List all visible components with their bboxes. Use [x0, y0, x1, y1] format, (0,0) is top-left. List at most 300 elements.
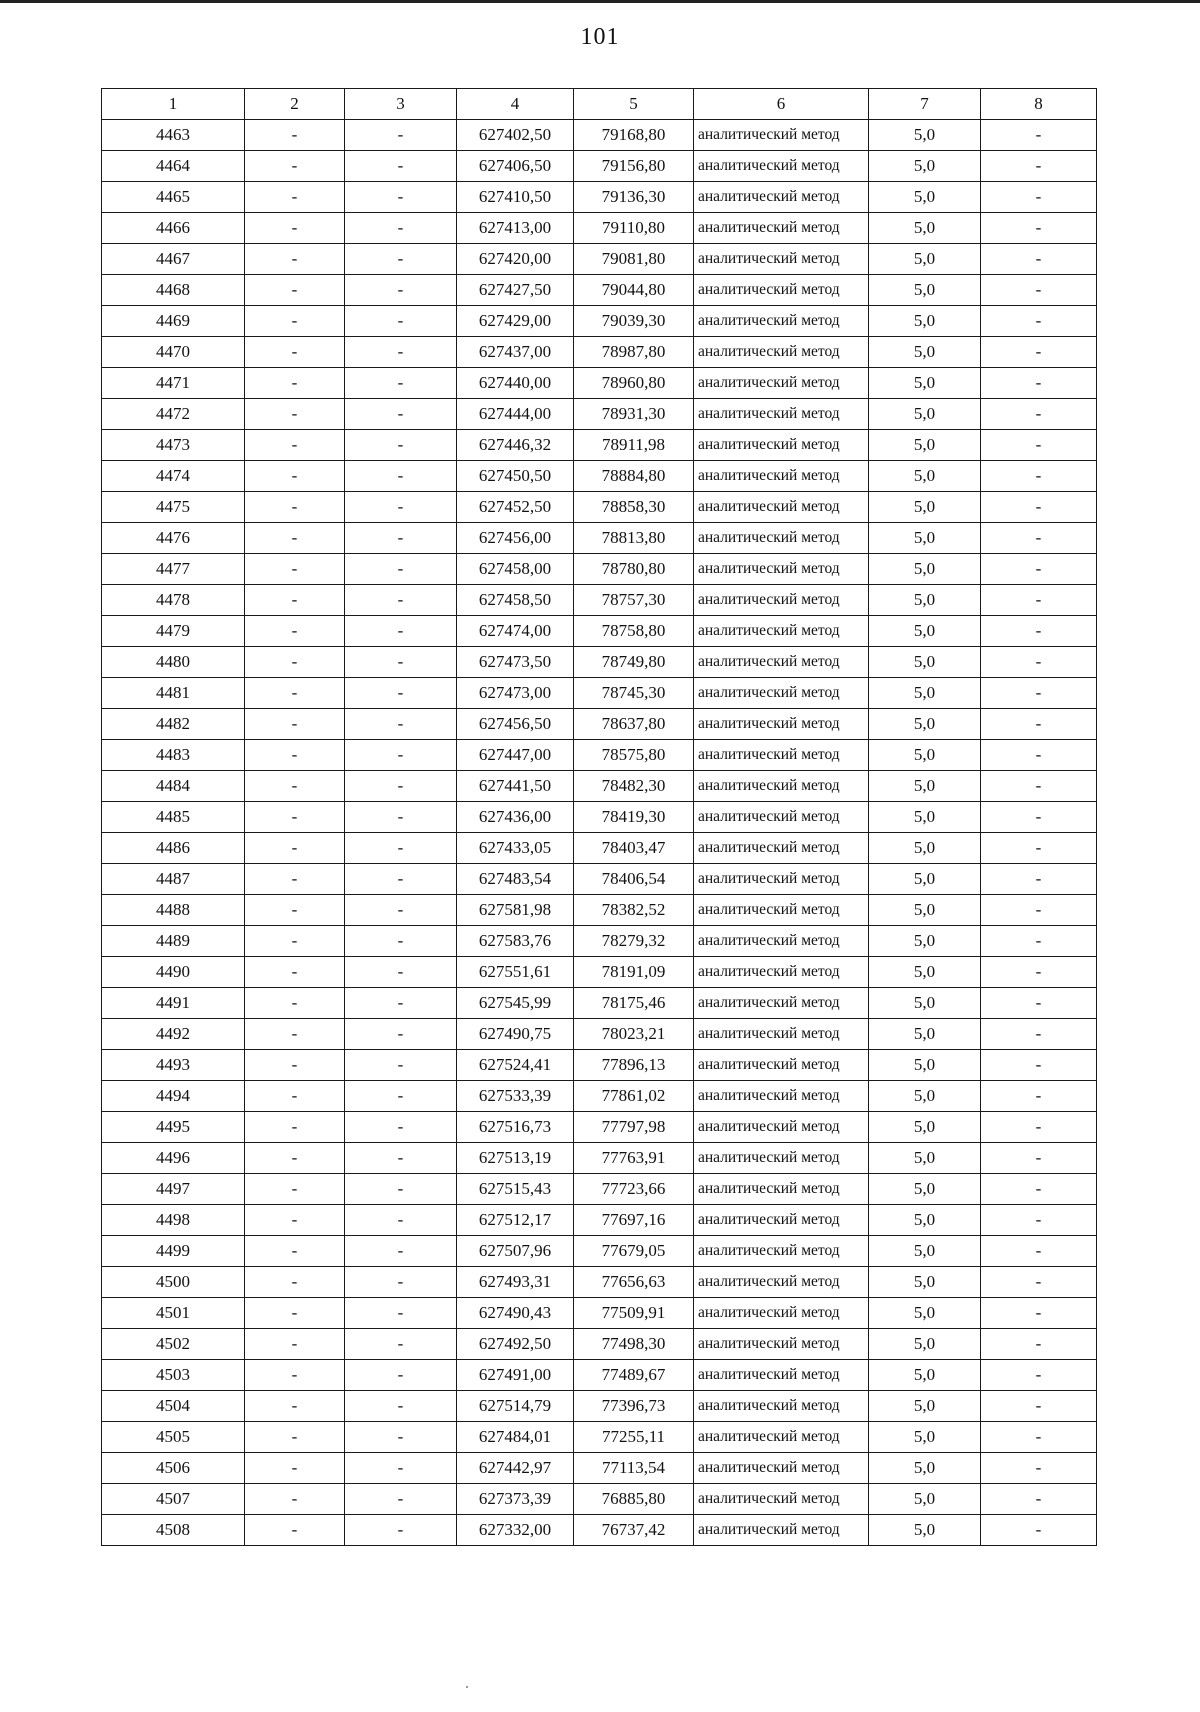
accuracy-cell: 5,0	[869, 554, 981, 585]
accuracy-cell: 5,0	[869, 802, 981, 833]
accuracy-cell: 5,0	[869, 1329, 981, 1360]
column-2-cell: -	[245, 864, 345, 895]
table-row	[102, 957, 1097, 988]
column-3-cell: -	[345, 1050, 457, 1081]
point-number-cell: 4471	[102, 368, 245, 399]
column-3-cell: -	[345, 1267, 457, 1298]
table-row	[102, 647, 1097, 678]
column-3-cell: -	[345, 1298, 457, 1329]
column-8-cell: -	[981, 771, 1097, 802]
column-2-cell: -	[245, 771, 345, 802]
table-row	[102, 275, 1097, 306]
column-3-cell: -	[345, 926, 457, 957]
column-2-cell: -	[245, 275, 345, 306]
y-coordinate-cell: 78884,80	[574, 461, 694, 492]
y-coordinate-cell: 78023,21	[574, 1019, 694, 1050]
point-number-cell: 4484	[102, 771, 245, 802]
column-8-cell: -	[981, 802, 1097, 833]
column-3-cell: -	[345, 368, 457, 399]
y-coordinate-cell: 78175,46	[574, 988, 694, 1019]
column-3-cell: -	[345, 585, 457, 616]
column-8-cell: -	[981, 523, 1097, 554]
column-3-cell: -	[345, 709, 457, 740]
accuracy-cell: 5,0	[869, 399, 981, 430]
x-coordinate-cell: 627493,31	[457, 1267, 574, 1298]
column-8-cell: -	[981, 151, 1097, 182]
column-2-cell: -	[245, 895, 345, 926]
x-coordinate-cell: 627516,73	[457, 1112, 574, 1143]
column-3-cell: -	[345, 399, 457, 430]
column-8-cell: -	[981, 430, 1097, 461]
y-coordinate-cell: 78757,30	[574, 585, 694, 616]
point-number-cell: 4466	[102, 213, 245, 244]
accuracy-cell: 5,0	[869, 926, 981, 957]
x-coordinate-cell: 627514,79	[457, 1391, 574, 1422]
column-3-cell: -	[345, 182, 457, 213]
method-cell: аналитический метод	[694, 833, 869, 864]
point-number-cell: 4500	[102, 1267, 245, 1298]
column-8-cell: -	[981, 833, 1097, 864]
column-3-cell: -	[345, 120, 457, 151]
accuracy-cell: 5,0	[869, 1205, 981, 1236]
y-coordinate-cell: 77723,66	[574, 1174, 694, 1205]
column-header-4: 4	[457, 89, 574, 120]
x-coordinate-cell: 627441,50	[457, 771, 574, 802]
method-cell: аналитический метод	[694, 151, 869, 182]
x-coordinate-cell: 627474,00	[457, 616, 574, 647]
accuracy-cell: 5,0	[869, 957, 981, 988]
table-row	[102, 1515, 1097, 1546]
table-row	[102, 616, 1097, 647]
column-header-5: 5	[574, 89, 694, 120]
x-coordinate-cell: 627458,00	[457, 554, 574, 585]
column-8-cell: -	[981, 182, 1097, 213]
y-coordinate-cell: 77861,02	[574, 1081, 694, 1112]
method-cell: аналитический метод	[694, 678, 869, 709]
column-3-cell: -	[345, 647, 457, 678]
table-row	[102, 554, 1097, 585]
accuracy-cell: 5,0	[869, 244, 981, 275]
column-3-cell: -	[345, 1391, 457, 1422]
y-coordinate-cell: 77679,05	[574, 1236, 694, 1267]
x-coordinate-cell: 627450,50	[457, 461, 574, 492]
column-8-cell: -	[981, 306, 1097, 337]
method-cell: аналитический метод	[694, 1143, 869, 1174]
column-2-cell: -	[245, 926, 345, 957]
method-cell: аналитический метод	[694, 802, 869, 833]
point-number-cell: 4501	[102, 1298, 245, 1329]
accuracy-cell: 5,0	[869, 1174, 981, 1205]
column-2-cell: -	[245, 709, 345, 740]
column-2-cell: -	[245, 802, 345, 833]
column-2-cell: -	[245, 1484, 345, 1515]
table-row	[102, 895, 1097, 926]
point-number-cell: 4480	[102, 647, 245, 678]
method-cell: аналитический метод	[694, 771, 869, 802]
x-coordinate-cell: 627473,00	[457, 678, 574, 709]
table-row	[102, 213, 1097, 244]
point-number-cell: 4498	[102, 1205, 245, 1236]
y-coordinate-cell: 78931,30	[574, 399, 694, 430]
column-2-cell: -	[245, 554, 345, 585]
y-coordinate-cell: 77896,13	[574, 1050, 694, 1081]
accuracy-cell: 5,0	[869, 1298, 981, 1329]
column-2-cell: -	[245, 306, 345, 337]
column-8-cell: -	[981, 988, 1097, 1019]
table-row	[102, 926, 1097, 957]
method-cell: аналитический метод	[694, 306, 869, 337]
column-8-cell: -	[981, 1298, 1097, 1329]
column-3-cell: -	[345, 802, 457, 833]
method-cell: аналитический метод	[694, 213, 869, 244]
method-cell: аналитический метод	[694, 988, 869, 1019]
column-3-cell: -	[345, 957, 457, 988]
x-coordinate-cell: 627406,50	[457, 151, 574, 182]
column-2-cell: -	[245, 399, 345, 430]
accuracy-cell: 5,0	[869, 1484, 981, 1515]
point-number-cell: 4477	[102, 554, 245, 585]
column-8-cell: -	[981, 647, 1097, 678]
y-coordinate-cell: 79156,80	[574, 151, 694, 182]
x-coordinate-cell: 627452,50	[457, 492, 574, 523]
point-number-cell: 4499	[102, 1236, 245, 1267]
accuracy-cell: 5,0	[869, 368, 981, 399]
table-row	[102, 833, 1097, 864]
table-row	[102, 709, 1097, 740]
accuracy-cell: 5,0	[869, 864, 981, 895]
y-coordinate-cell: 76737,42	[574, 1515, 694, 1546]
column-2-cell: -	[245, 1422, 345, 1453]
table-row	[102, 368, 1097, 399]
column-3-cell: -	[345, 1484, 457, 1515]
column-2-cell: -	[245, 151, 345, 182]
y-coordinate-cell: 79081,80	[574, 244, 694, 275]
column-8-cell: -	[981, 1329, 1097, 1360]
table-row	[102, 1422, 1097, 1453]
column-8-cell: -	[981, 1360, 1097, 1391]
point-number-cell: 4467	[102, 244, 245, 275]
table-row	[102, 1298, 1097, 1329]
column-8-cell: -	[981, 554, 1097, 585]
x-coordinate-cell: 627483,54	[457, 864, 574, 895]
x-coordinate-cell: 627413,00	[457, 213, 574, 244]
table-row	[102, 1205, 1097, 1236]
column-2-cell: -	[245, 585, 345, 616]
x-coordinate-cell: 627533,39	[457, 1081, 574, 1112]
x-coordinate-cell: 627545,99	[457, 988, 574, 1019]
column-8-cell: -	[981, 1081, 1097, 1112]
point-number-cell: 4491	[102, 988, 245, 1019]
column-8-cell: -	[981, 213, 1097, 244]
x-coordinate-cell: 627484,01	[457, 1422, 574, 1453]
table-header-row	[102, 89, 1097, 120]
column-8-cell: -	[981, 1019, 1097, 1050]
column-8-cell: -	[981, 1391, 1097, 1422]
point-number-cell: 4476	[102, 523, 245, 554]
column-3-cell: -	[345, 1453, 457, 1484]
method-cell: аналитический метод	[694, 1174, 869, 1205]
table-row	[102, 337, 1097, 368]
column-3-cell: -	[345, 1360, 457, 1391]
point-number-cell: 4464	[102, 151, 245, 182]
method-cell: аналитический метод	[694, 895, 869, 926]
table-row	[102, 1329, 1097, 1360]
y-coordinate-cell: 78960,80	[574, 368, 694, 399]
column-8-cell: -	[981, 616, 1097, 647]
x-coordinate-cell: 627490,75	[457, 1019, 574, 1050]
column-3-cell: -	[345, 833, 457, 864]
method-cell: аналитический метод	[694, 523, 869, 554]
method-cell: аналитический метод	[694, 1050, 869, 1081]
column-2-cell: -	[245, 1453, 345, 1484]
column-3-cell: -	[345, 1515, 457, 1546]
y-coordinate-cell: 78780,80	[574, 554, 694, 585]
column-2-cell: -	[245, 492, 345, 523]
column-8-cell: -	[981, 1267, 1097, 1298]
accuracy-cell: 5,0	[869, 1112, 981, 1143]
column-3-cell: -	[345, 1081, 457, 1112]
y-coordinate-cell: 77656,63	[574, 1267, 694, 1298]
method-cell: аналитический метод	[694, 244, 869, 275]
table-row	[102, 151, 1097, 182]
table-row	[102, 1050, 1097, 1081]
accuracy-cell: 5,0	[869, 1515, 981, 1546]
table-row	[102, 678, 1097, 709]
y-coordinate-cell: 77763,91	[574, 1143, 694, 1174]
accuracy-cell: 5,0	[869, 1236, 981, 1267]
column-3-cell: -	[345, 1205, 457, 1236]
accuracy-cell: 5,0	[869, 213, 981, 244]
column-3-cell: -	[345, 1174, 457, 1205]
point-number-cell: 4485	[102, 802, 245, 833]
table-row	[102, 492, 1097, 523]
column-8-cell: -	[981, 1143, 1097, 1174]
column-2-cell: -	[245, 1236, 345, 1267]
point-number-cell: 4468	[102, 275, 245, 306]
column-3-cell: -	[345, 554, 457, 585]
point-number-cell: 4495	[102, 1112, 245, 1143]
method-cell: аналитический метод	[694, 120, 869, 151]
point-number-cell: 4505	[102, 1422, 245, 1453]
y-coordinate-cell: 78637,80	[574, 709, 694, 740]
table-row	[102, 1453, 1097, 1484]
accuracy-cell: 5,0	[869, 1453, 981, 1484]
column-2-cell: -	[245, 244, 345, 275]
accuracy-cell: 5,0	[869, 492, 981, 523]
accuracy-cell: 5,0	[869, 1019, 981, 1050]
table-row	[102, 1081, 1097, 1112]
column-header-6: 6	[694, 89, 869, 120]
accuracy-cell: 5,0	[869, 523, 981, 554]
y-coordinate-cell: 78911,98	[574, 430, 694, 461]
y-coordinate-cell: 78575,80	[574, 740, 694, 771]
y-coordinate-cell: 77489,67	[574, 1360, 694, 1391]
column-header-1: 1	[102, 89, 245, 120]
y-coordinate-cell: 78858,30	[574, 492, 694, 523]
method-cell: аналитический метод	[694, 1360, 869, 1391]
column-8-cell: -	[981, 1236, 1097, 1267]
accuracy-cell: 5,0	[869, 275, 981, 306]
method-cell: аналитический метод	[694, 461, 869, 492]
method-cell: аналитический метод	[694, 430, 869, 461]
method-cell: аналитический метод	[694, 616, 869, 647]
x-coordinate-cell: 627440,00	[457, 368, 574, 399]
column-2-cell: -	[245, 368, 345, 399]
column-8-cell: -	[981, 1205, 1097, 1236]
column-header-7: 7	[869, 89, 981, 120]
x-coordinate-cell: 627513,19	[457, 1143, 574, 1174]
table-row	[102, 802, 1097, 833]
column-3-cell: -	[345, 864, 457, 895]
y-coordinate-cell: 78749,80	[574, 647, 694, 678]
column-3-cell: -	[345, 616, 457, 647]
accuracy-cell: 5,0	[869, 306, 981, 337]
column-8-cell: -	[981, 275, 1097, 306]
x-coordinate-cell: 627458,50	[457, 585, 574, 616]
column-2-cell: -	[245, 647, 345, 678]
table-row	[102, 585, 1097, 616]
column-2-cell: -	[245, 1391, 345, 1422]
accuracy-cell: 5,0	[869, 182, 981, 213]
page-number: 101	[580, 24, 620, 50]
column-3-cell: -	[345, 771, 457, 802]
method-cell: аналитический метод	[694, 1484, 869, 1515]
x-coordinate-cell: 627515,43	[457, 1174, 574, 1205]
column-2-cell: -	[245, 1050, 345, 1081]
y-coordinate-cell: 77113,54	[574, 1453, 694, 1484]
point-number-cell: 4487	[102, 864, 245, 895]
column-3-cell: -	[345, 492, 457, 523]
point-number-cell: 4475	[102, 492, 245, 523]
column-3-cell: -	[345, 275, 457, 306]
y-coordinate-cell: 78482,30	[574, 771, 694, 802]
column-2-cell: -	[245, 833, 345, 864]
table-row	[102, 399, 1097, 430]
method-cell: аналитический метод	[694, 1081, 869, 1112]
x-coordinate-cell: 627427,50	[457, 275, 574, 306]
accuracy-cell: 5,0	[869, 1143, 981, 1174]
method-cell: аналитический метод	[694, 740, 869, 771]
scan-speck	[466, 1686, 468, 1688]
column-header-2: 2	[245, 89, 345, 120]
x-coordinate-cell: 627332,00	[457, 1515, 574, 1546]
column-8-cell: -	[981, 709, 1097, 740]
point-number-cell: 4465	[102, 182, 245, 213]
y-coordinate-cell: 78758,80	[574, 616, 694, 647]
accuracy-cell: 5,0	[869, 616, 981, 647]
method-cell: аналитический метод	[694, 1453, 869, 1484]
accuracy-cell: 5,0	[869, 647, 981, 678]
y-coordinate-cell: 77255,11	[574, 1422, 694, 1453]
x-coordinate-cell: 627402,50	[457, 120, 574, 151]
column-3-cell: -	[345, 337, 457, 368]
x-coordinate-cell: 627433,05	[457, 833, 574, 864]
table-row	[102, 1143, 1097, 1174]
point-number-cell: 4470	[102, 337, 245, 368]
column-3-cell: -	[345, 244, 457, 275]
column-2-cell: -	[245, 1515, 345, 1546]
x-coordinate-cell: 627437,00	[457, 337, 574, 368]
column-2-cell: -	[245, 616, 345, 647]
column-3-cell: -	[345, 306, 457, 337]
method-cell: аналитический метод	[694, 1329, 869, 1360]
method-cell: аналитический метод	[694, 337, 869, 368]
y-coordinate-cell: 79168,80	[574, 120, 694, 151]
table-row	[102, 461, 1097, 492]
x-coordinate-cell: 627490,43	[457, 1298, 574, 1329]
column-2-cell: -	[245, 120, 345, 151]
column-8-cell: -	[981, 895, 1097, 926]
column-8-cell: -	[981, 740, 1097, 771]
x-coordinate-cell: 627442,97	[457, 1453, 574, 1484]
x-coordinate-cell: 627436,00	[457, 802, 574, 833]
column-8-cell: -	[981, 492, 1097, 523]
point-number-cell: 4481	[102, 678, 245, 709]
y-coordinate-cell: 79136,30	[574, 182, 694, 213]
x-coordinate-cell: 627456,00	[457, 523, 574, 554]
column-header-8: 8	[981, 89, 1097, 120]
point-number-cell: 4493	[102, 1050, 245, 1081]
column-8-cell: -	[981, 244, 1097, 275]
x-coordinate-cell: 627447,00	[457, 740, 574, 771]
accuracy-cell: 5,0	[869, 833, 981, 864]
accuracy-cell: 5,0	[869, 585, 981, 616]
y-coordinate-cell: 78813,80	[574, 523, 694, 554]
table-row	[102, 1174, 1097, 1205]
table-row	[102, 864, 1097, 895]
x-coordinate-cell: 627581,98	[457, 895, 574, 926]
accuracy-cell: 5,0	[869, 709, 981, 740]
accuracy-cell: 5,0	[869, 1391, 981, 1422]
table-row	[102, 1112, 1097, 1143]
accuracy-cell: 5,0	[869, 988, 981, 1019]
column-8-cell: -	[981, 1515, 1097, 1546]
point-number-cell: 4496	[102, 1143, 245, 1174]
point-number-cell: 4473	[102, 430, 245, 461]
method-cell: аналитический метод	[694, 492, 869, 523]
y-coordinate-cell: 77797,98	[574, 1112, 694, 1143]
accuracy-cell: 5,0	[869, 337, 981, 368]
column-3-cell: -	[345, 895, 457, 926]
method-cell: аналитический метод	[694, 1422, 869, 1453]
column-8-cell: -	[981, 1453, 1097, 1484]
column-2-cell: -	[245, 523, 345, 554]
method-cell: аналитический метод	[694, 585, 869, 616]
column-2-cell: -	[245, 1267, 345, 1298]
table-row	[102, 1236, 1097, 1267]
x-coordinate-cell: 627410,50	[457, 182, 574, 213]
column-3-cell: -	[345, 740, 457, 771]
x-coordinate-cell: 627583,76	[457, 926, 574, 957]
accuracy-cell: 5,0	[869, 120, 981, 151]
point-number-cell: 4486	[102, 833, 245, 864]
x-coordinate-cell: 627491,00	[457, 1360, 574, 1391]
accuracy-cell: 5,0	[869, 740, 981, 771]
column-3-cell: -	[345, 1329, 457, 1360]
x-coordinate-cell: 627420,00	[457, 244, 574, 275]
column-8-cell: -	[981, 399, 1097, 430]
method-cell: аналитический метод	[694, 554, 869, 585]
column-8-cell: -	[981, 1050, 1097, 1081]
method-cell: аналитический метод	[694, 1236, 869, 1267]
accuracy-cell: 5,0	[869, 1267, 981, 1298]
method-cell: аналитический метод	[694, 1019, 869, 1050]
x-coordinate-cell: 627456,50	[457, 709, 574, 740]
column-3-cell: -	[345, 430, 457, 461]
column-2-cell: -	[245, 1143, 345, 1174]
column-8-cell: -	[981, 864, 1097, 895]
method-cell: аналитический метод	[694, 182, 869, 213]
